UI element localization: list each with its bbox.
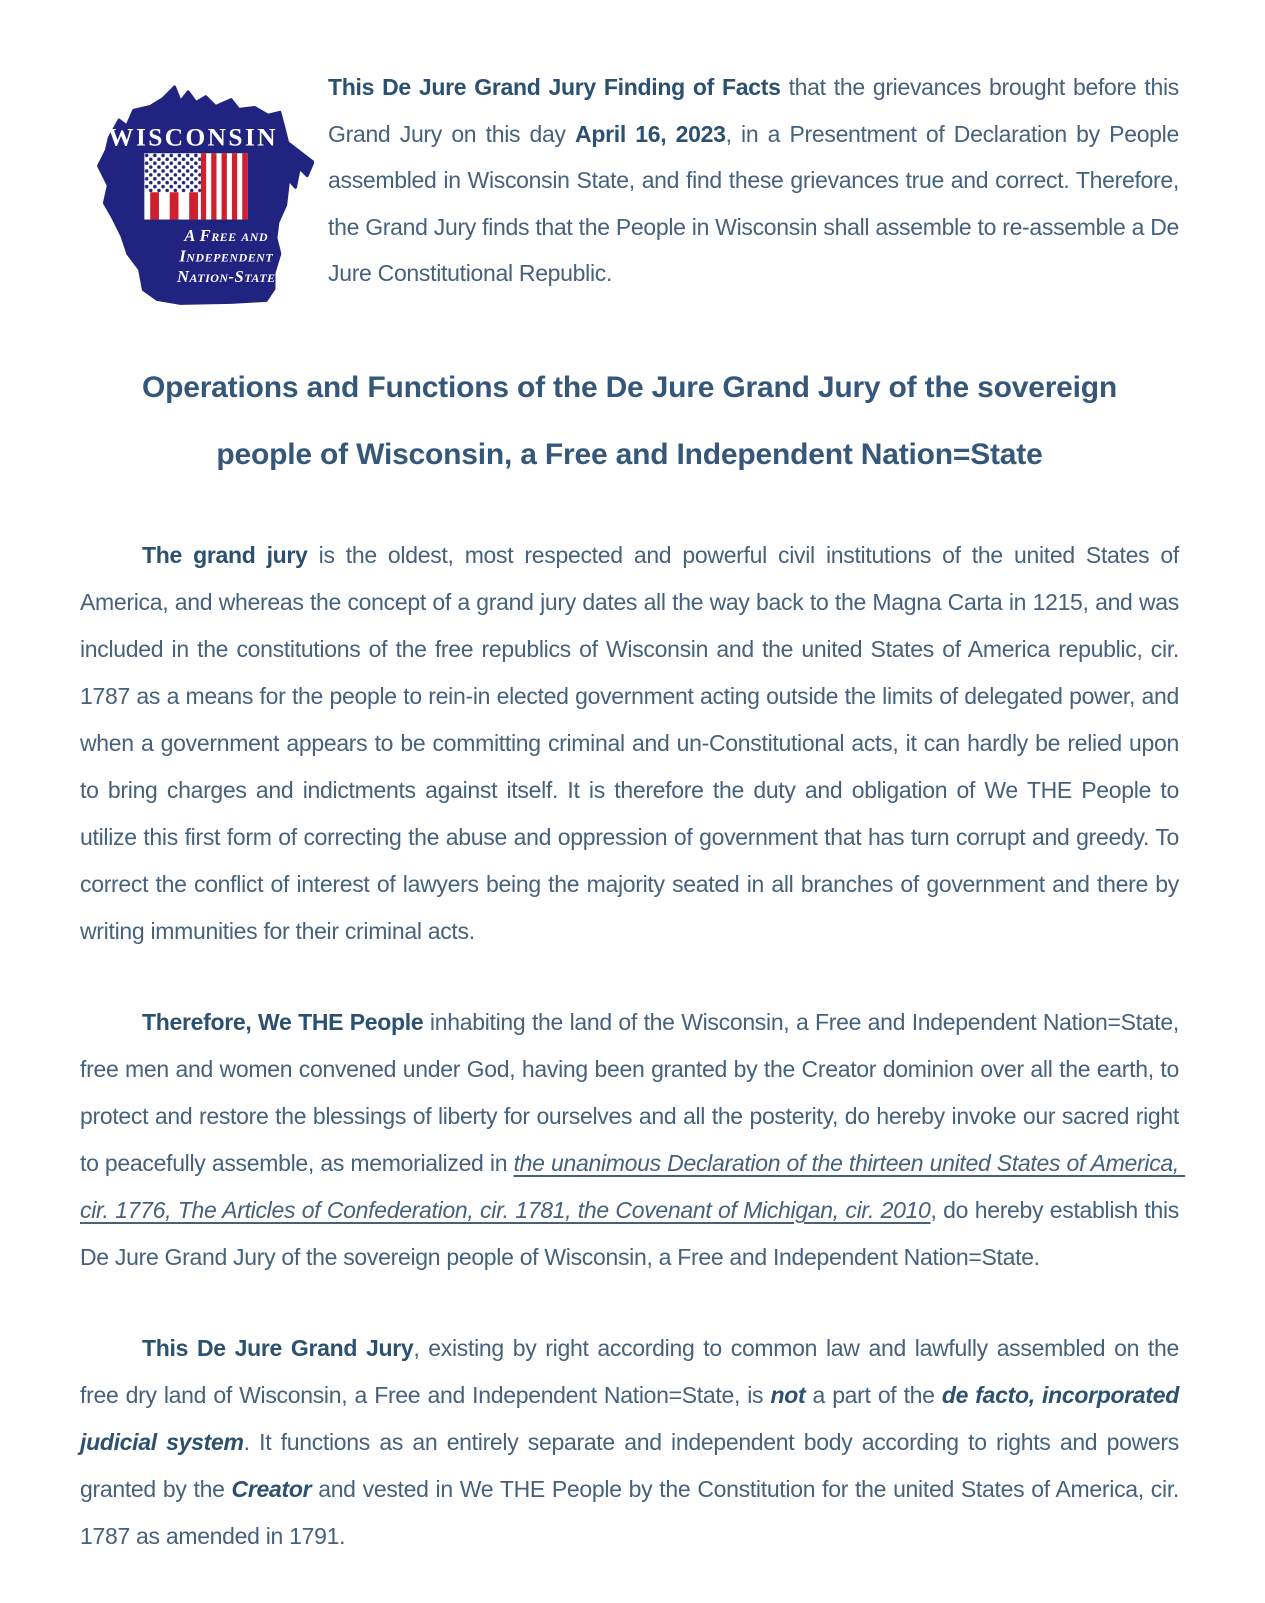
- document-body: [80, 532, 1186, 1560]
- text-segment: The grand jury: [142, 542, 308, 568]
- text-segment: the unanimous Declaration of the thirteen united States of America, cir. 1776, The Articles of Confederation, cir. 1781, the Covenant of Michigan, cir. 2010: [80, 1150, 1186, 1223]
- logo-state-name: WISCONSIN: [108, 123, 279, 152]
- text-segment: and vested in We THE People by the Constitution for the united States of America, cir. 1787 as amended in 1791.: [80, 1476, 1186, 1549]
- text-segment: a part of the: [805, 1382, 942, 1408]
- text-segment: Therefore, We THE People: [142, 1009, 424, 1035]
- text-segment: is the oldest, most respected and powerful civil institutions of the united States of America, and whereas the concept of a grand jury dates all the way back to the Magna Carta in 1215, and was included in the constitutions of the free republics of Wisconsin and the united States of America republic, cir. 1787 as a means for the people to rein-in elected government acting outside the limits of delegated power, and when a government appears to be committing criminal and un-Constitutional acts, it can hardly be relied upon to bring charges and indictments against itself. It is therefore the duty and obligation of We THE People to utilize this first form of correcting the abuse and oppression of government that has turn corrupt and greedy. To correct the conflict of interest of lawyers being the majority seated in all branches of government and there by writing immunities for their criminal acts.: [80, 542, 1186, 944]
- intro-paragraph: [328, 64, 1186, 297]
- text-segment: Creator: [231, 1476, 312, 1502]
- document-header: [80, 56, 1186, 308]
- page-title: [80, 354, 1179, 488]
- page-title-line: people of Wisconsin, a Free and Independent Nation=State: [216, 438, 1043, 471]
- wisconsin-state-icon: [80, 56, 314, 308]
- page-title-line: Operations and Functions of the De Jure Grand Jury of the sovereign: [141, 371, 1118, 404]
- text-segment: April 16, 2023: [575, 120, 726, 147]
- text-segment: inhabiting the land of the Wisconsin, a Free and Independent Nation=State, free men and women convened under God, having been granted by the Creator dominion over all the earth, to protect and restore the blessings of liberty for ourselves and all the posterity, do hereby invoke our sacred right to peacefully assemble, as memorialized in: [80, 1009, 1186, 1176]
- us-flag-icon: [144, 153, 247, 219]
- text-segment: not: [770, 1382, 806, 1408]
- logo-caption-line: Nation-State: [176, 266, 276, 286]
- paragraph-this-de-jure-grand-jury: [80, 1325, 1186, 1560]
- wisconsin-logo: [80, 56, 314, 308]
- text-segment: , existing by right according to common law and lawfully assembled on the free dry land of Wisconsin, a Free and Independent Nation=State, is: [80, 1335, 1186, 1408]
- text-segment: that the grievances brought before this Grand Jury on this day: [328, 74, 1186, 147]
- text-segment: , do hereby establish this De Jure Grand Jury of the sovereign people of Wisconsin, a Free and Independent Nation=State.: [80, 1197, 1186, 1270]
- text-segment: This De Jure Grand Jury: [142, 1335, 414, 1361]
- paragraph-the-grand-jury: [80, 532, 1186, 955]
- text-segment: , in a Presentment of Declaration by People assembled in Wisconsin State, and find these grievances true and correct. Therefore, the Grand Jury finds that the People in Wisconsin shall assemble to re-assemble a De Jure Constitutional Republic.: [328, 120, 1186, 286]
- text-segment: . It functions as an entirely separate and independent body according to rights and powers granted by the: [80, 1429, 1186, 1502]
- text-segment: de facto, incorporated judicial system: [80, 1382, 1186, 1455]
- text-segment: This De Jure Grand Jury Finding of Facts: [328, 74, 781, 100]
- logo-caption-line: A Free and: [184, 225, 269, 245]
- paragraph-therefore-we-the-people: [80, 999, 1186, 1281]
- logo-caption-line: Independent: [179, 246, 274, 266]
